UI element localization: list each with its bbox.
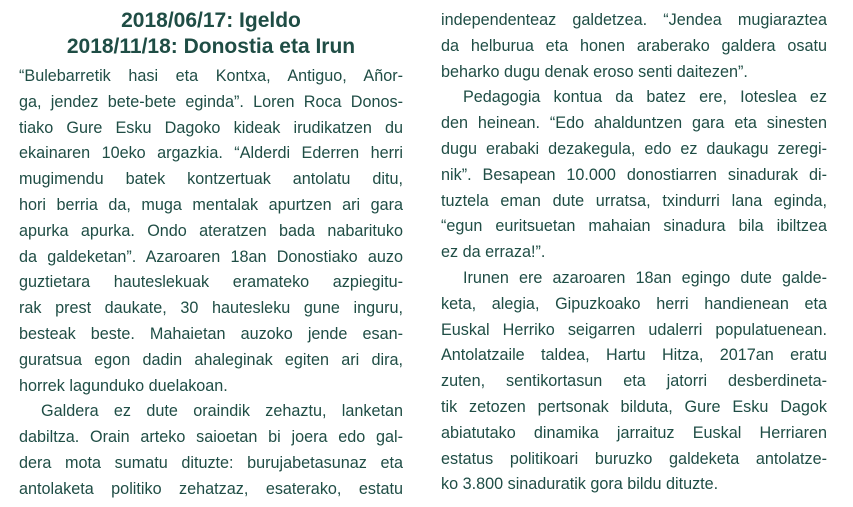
text-line: antolaketa politiko zehatzaz, esaterako, estatu (19, 479, 403, 498)
text-line: dabiltza. Orain arteko saioetan bi joera edo gal- (19, 428, 403, 447)
text-line: horrek lagunduko duelakoan. (19, 376, 228, 395)
text-line: ekainaren 10eko argazkia. “Alderdi Ederren herri (19, 144, 403, 163)
heading-line-1: 2018/06/17: Igeldo (121, 9, 301, 32)
text-line: den heinean. “Edo ahalduntzen gara eta sinesten (441, 114, 827, 133)
left-column (19, 8, 403, 503)
heading-line-2: 2018/11/18: Donostia eta Irun (66, 35, 356, 58)
article-heading (19, 8, 403, 60)
text-line: Antolatzaile taldea, Hartu Hitza, 2017an eratu (441, 346, 827, 365)
paragraph-bulebarretik (19, 64, 403, 399)
text-line: Pedagogia kontua da batez ere, Ioteslea ez (463, 88, 827, 107)
paragraph-galdera-continued (441, 8, 827, 85)
text-line: estatus politikoari buruzko galdeketa antolatze- (441, 449, 827, 468)
text-line: ko 3.800 sinaduratik gora bildu dituzte. (441, 475, 719, 494)
text-line: hori berria da, muga mentalak apurtzen ari gara (19, 195, 403, 214)
text-line: guratsua egon dadin ahaleginak egiten ari dira, (19, 350, 403, 369)
text-line: Irunen ere azaroaren 18an egingo dute galde- (463, 268, 827, 287)
right-column (441, 8, 827, 498)
text-line: Galdera ez dute oraindik zehaztu, lanketan (41, 402, 403, 421)
text-line: da helburua eta honen araberako galdera osatu (441, 36, 827, 55)
text-line: keta, alegia, Gipuzkoako herri handienean eta (441, 294, 827, 313)
text-line: beharko dugu denak eroso senti daitezen”. (441, 62, 748, 81)
text-line: zuten, sentikortasun eta jatorri desberdineta- (441, 372, 827, 391)
text-line: da galdeketan”. Azaroaren 18an Donostiako auzo (19, 247, 403, 266)
text-line: abiatutako dinamika jarraituz Euskal Herriaren (441, 423, 827, 442)
text-line: independenteaz galdetzea. “Jendea mugiaraztea (441, 11, 827, 29)
text-line: nik”. Besapean 10.000 donostiarren sinadurak di- (441, 165, 827, 184)
text-line: rak prest daukate, 30 hautesleku gune inguru, (19, 299, 403, 318)
text-line: tuztela eman dute urratsa, txindurri lana eginda, (441, 191, 827, 210)
paragraph-irunen (441, 266, 827, 498)
text-line: besteak beste. Mahaietan auzoko jende esan- (19, 324, 403, 343)
text-line: dugu erabaki dezakegula, edo ez daukagu zeregi- (441, 139, 827, 158)
text-line: ga, jendez bete-bete eginda”. Loren Roca Donos- (19, 92, 403, 111)
paragraph-galdera (19, 399, 403, 502)
paragraph-pedagogia (441, 85, 827, 266)
text-line: tik zetozen pertsonak bilduta, Gure Esku Dagok (441, 397, 827, 416)
text-line: “egun euritsuetan mahaian sinadura bila ibiltzea (441, 217, 827, 236)
text-line: ez da erraza!”. (441, 243, 546, 262)
text-line: guztietara hauteslekuak eramateko azpiegitu- (19, 273, 403, 292)
text-line: tiako Gure Esku Dagoko kideak irudikatzen du (19, 118, 403, 137)
text-line: “Bulebarretik hasi eta Kontxa, Antiguo, Añor- (19, 67, 403, 85)
text-line: dera mota sumatu dituzte: burujabetasunaz eta (19, 453, 403, 472)
text-line: mugimendu batek kontzertuak antolatu ditu, (19, 170, 403, 189)
text-line: Euskal Herriko seigarren udalerri populatuenean. (441, 320, 827, 339)
text-line: apurka apurka. Ondo ateratzen bada nabarituko (19, 221, 403, 240)
